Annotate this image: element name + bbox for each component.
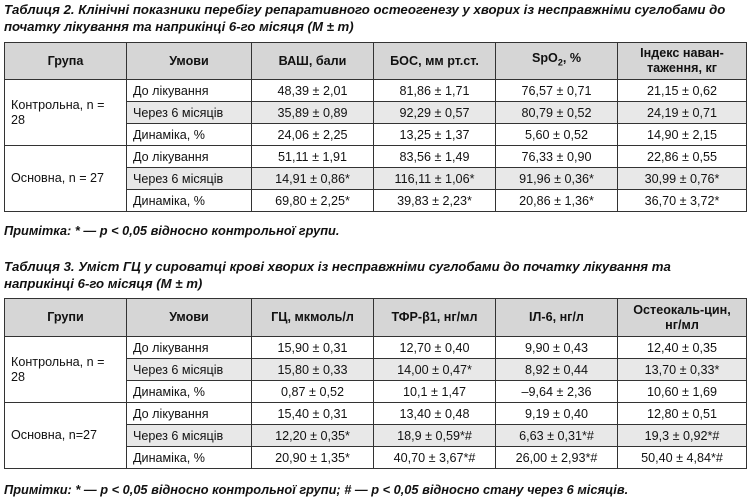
- table-cell: 22,86 ± 0,55: [618, 146, 747, 168]
- table2-header-group: Група: [5, 43, 127, 80]
- table-cell: До лікування: [127, 146, 252, 168]
- table3-caption-text: Уміст ГЦ у сироватці крові хворих із несправжніми суглобами до початку лікування та наприкінці 6-го місяця (M ± m): [4, 259, 671, 291]
- table-cell: 6,63 ± 0,31*#: [496, 425, 618, 447]
- table-cell: 12,80 ± 0,51: [618, 403, 747, 425]
- table-cell: 92,29 ± 0,57: [374, 102, 496, 124]
- table-cell: Через 6 місяців: [127, 425, 252, 447]
- table-cell: 12,20 ± 0,35*: [252, 425, 374, 447]
- table-cell: 30,99 ± 0,76*: [618, 168, 747, 190]
- table-cell: 18,9 ± 0,59*#: [374, 425, 496, 447]
- table-cell: 39,83 ± 2,23*: [374, 190, 496, 212]
- table-cell: 8,92 ± 0,44: [496, 359, 618, 381]
- table-cell: Через 6 місяців: [127, 359, 252, 381]
- table-cell: 10,1 ± 1,47: [374, 381, 496, 403]
- table-cell: 21,15 ± 0,62: [618, 80, 747, 102]
- table3-note: Примітки: * — p < 0,05 відносно контрольної групи; # — p < 0,05 відносно стану через 6 місяців.: [4, 482, 629, 497]
- table2-header-row: [5, 43, 747, 80]
- table-cell: До лікування: [127, 80, 252, 102]
- table3-header-groups: Групи: [5, 299, 127, 337]
- table3-header-tgf: ТФР-β1, нг/мл: [374, 299, 496, 337]
- table-cell: Через 6 місяців: [127, 168, 252, 190]
- table3: [4, 298, 747, 469]
- table-cell: 0,87 ± 0,52: [252, 381, 374, 403]
- table2-header-conditions: Умови: [127, 43, 252, 80]
- table2-group-main: Основна, n = 27: [5, 146, 127, 212]
- table-cell: 9,19 ± 0,40: [496, 403, 618, 425]
- table-cell: Динаміка, %: [127, 381, 252, 403]
- table-row: [5, 337, 747, 359]
- table-cell: 40,70 ± 3,67*#: [374, 447, 496, 469]
- table-cell: 80,79 ± 0,52: [496, 102, 618, 124]
- table-cell: 35,89 ± 0,89: [252, 102, 374, 124]
- table2-note: Примітка: * — p < 0,05 відносно контрольної групи.: [4, 223, 340, 238]
- table2-header-bos: БОС, мм рт.ст.: [374, 43, 496, 80]
- table2-header-spo2: SpO$_2$, %: [496, 43, 618, 80]
- table2-header-load-index: Індекс наван-таження, кг: [618, 43, 747, 80]
- table-cell: 51,11 ± 1,91: [252, 146, 374, 168]
- table-cell: Динаміка, %: [127, 124, 252, 146]
- table-cell: 81,86 ± 1,71: [374, 80, 496, 102]
- table-cell: 26,00 ± 2,93*#: [496, 447, 618, 469]
- table-cell: 15,90 ± 0,31: [252, 337, 374, 359]
- table-cell: Динаміка, %: [127, 447, 252, 469]
- table-cell: 14,91 ± 0,86*: [252, 168, 374, 190]
- table3-header-osteocalcin: Остеокаль-цин, нг/мл: [618, 299, 747, 337]
- table-cell: 50,40 ± 4,84*#: [618, 447, 747, 469]
- table2-caption-text: Клінічні показники перебігу репаративного остеогенезу у хворих із несправжніми суглобами до початку лікування та наприкінці 6-го місяця (M ± m): [4, 2, 726, 34]
- table3-caption: [4, 258, 744, 292]
- table3-header-il6: ІЛ-6, нг/л: [496, 299, 618, 337]
- table-cell: 48,39 ± 2,01: [252, 80, 374, 102]
- table-cell: 14,90 ± 2,15: [618, 124, 747, 146]
- table2-header-vas: ВАШ, бали: [252, 43, 374, 80]
- table-cell: 15,40 ± 0,31: [252, 403, 374, 425]
- table-cell: 24,06 ± 2,25: [252, 124, 374, 146]
- table-cell: 9,90 ± 0,43: [496, 337, 618, 359]
- table-cell: 10,60 ± 1,69: [618, 381, 747, 403]
- table3-group-main: Основна, n=27: [5, 403, 127, 469]
- table2-caption-label: Таблиця 2.: [4, 2, 75, 17]
- table-cell: До лікування: [127, 403, 252, 425]
- table-cell: 69,80 ± 2,25*: [252, 190, 374, 212]
- table-cell: 24,19 ± 0,71: [618, 102, 747, 124]
- table-cell: 13,40 ± 0,48: [374, 403, 496, 425]
- table3-header-conditions: Умови: [127, 299, 252, 337]
- table-cell: 12,70 ± 0,40: [374, 337, 496, 359]
- table-cell: 91,96 ± 0,36*: [496, 168, 618, 190]
- table-row: [5, 146, 747, 168]
- table-cell: 36,70 ± 3,72*: [618, 190, 747, 212]
- table-cell: 15,80 ± 0,33: [252, 359, 374, 381]
- table3-header-row: [5, 299, 747, 337]
- table-cell: 19,3 ± 0,92*#: [618, 425, 747, 447]
- table-cell: Через 6 місяців: [127, 102, 252, 124]
- table-cell: 12,40 ± 0,35: [618, 337, 747, 359]
- table2: [4, 42, 747, 212]
- table-cell: –9,64 ± 2,36: [496, 381, 618, 403]
- table-cell: Динаміка, %: [127, 190, 252, 212]
- table2-caption: [4, 1, 744, 35]
- table-cell: 116,11 ± 1,06*: [374, 168, 496, 190]
- table-cell: 5,60 ± 0,52: [496, 124, 618, 146]
- table3-header-hc: ГЦ, мкмоль/л: [252, 299, 374, 337]
- table3-caption-label: Таблиця 3.: [4, 259, 75, 274]
- table3-group-control: Контрольна, n = 28: [5, 337, 127, 403]
- table-cell: 76,57 ± 0,71: [496, 80, 618, 102]
- table-cell: 14,00 ± 0,47*: [374, 359, 496, 381]
- table-cell: До лікування: [127, 337, 252, 359]
- table-row: [5, 403, 747, 425]
- table-cell: 20,90 ± 1,35*: [252, 447, 374, 469]
- table-cell: 13,25 ± 1,37: [374, 124, 496, 146]
- table-cell: 20,86 ± 1,36*: [496, 190, 618, 212]
- table-cell: 76,33 ± 0,90: [496, 146, 618, 168]
- table-cell: 83,56 ± 1,49: [374, 146, 496, 168]
- table2-group-control: Контрольна, n = 28: [5, 80, 127, 146]
- table-cell: 13,70 ± 0,33*: [618, 359, 747, 381]
- table-row: [5, 80, 747, 102]
